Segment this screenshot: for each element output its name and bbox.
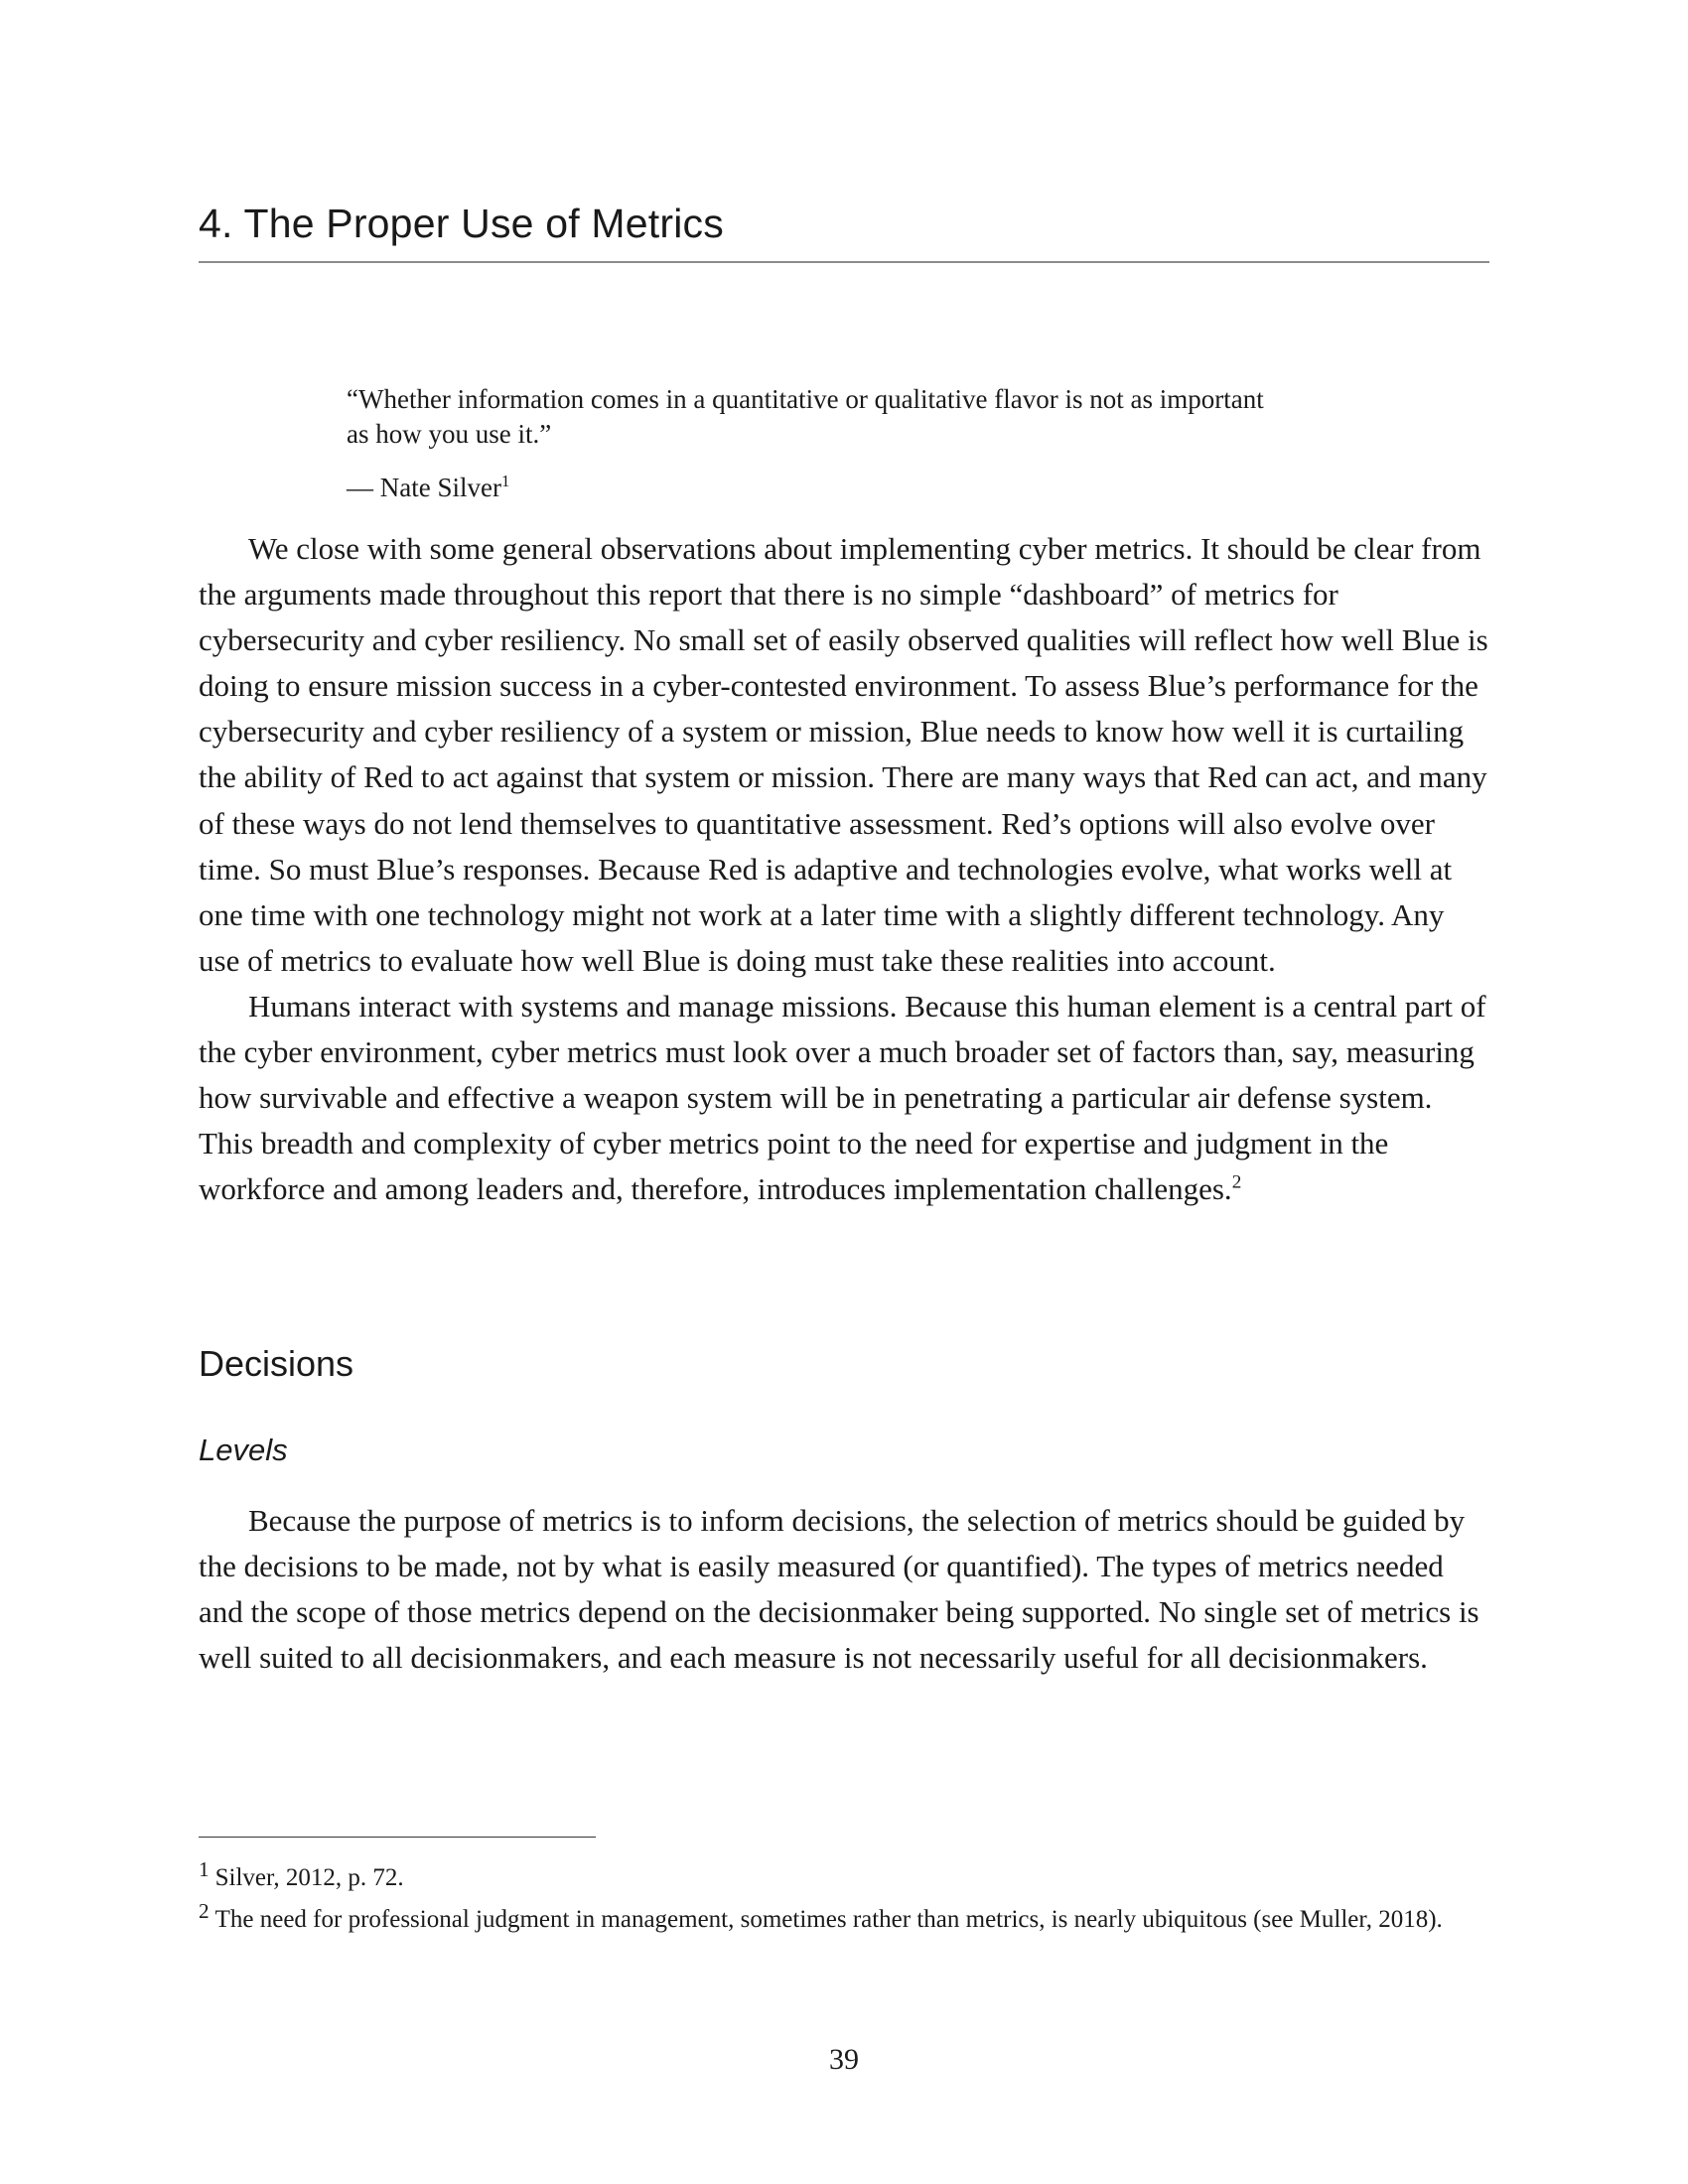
intro-paragraph-1: We close with some general observations about implementing cyber metrics. It should be clear from the arguments made throughout this report that there is no simple “dashboard” of metrics for cybersecurity and cyber resiliency. No small set of easily observed qualities will reflect how well Blue is doing to ensure mission success in a cyber-contested environment. To assess Blue’s performance for the cybersecurity and cyber resiliency of a system or mission, Blue needs to know how well it is curtailing the ability of Red to act against that system or mission. There are many ways that Red can act, and many of these ways do not lend themselves to quantitative assessment. Red’s options will also evolve over time. So must Blue’s responses. Because Red is adaptive and technologies evolve, what works well at one time with one technology might not work at a later time with a slightly different technology. Any use of metrics to evaluate how well Blue is doing must take these realities into account. [199,531,1488,978]
epigraph-author: — Nate Silver [347,473,501,502]
footnote-text: The need for professional judgment in management, sometimes rather than metrics, is nearly ubiquitous (see Muller, 2018). [214,1906,1443,1933]
footnote-divider [199,1837,596,1838]
footnote-2 [199,1898,1489,1936]
footnote-ref-2: 2 [1231,1171,1242,1193]
chapter-title: 4. The Proper Use of Metrics [199,201,724,246]
footnote-text: Silver, 2012, p. 72. [214,1864,404,1891]
epigraph-quote: “Whether information comes in a quantitative or qualitative flavor is not as important as how you use it.” [347,384,1264,449]
epigraph-attribution [347,471,509,505]
subsection-heading-levels: Levels [199,1433,288,1467]
title-divider [199,261,1489,263]
page-number: 39 [829,2043,859,2076]
footnote-1 [199,1856,1489,1894]
intro-body [199,526,1489,1212]
levels-paragraph: Because the purpose of metrics is to inform decisions, the selection of metrics should be guided by the decisions to be made, not by what is easily measured (or quantified). The types of metrics needed and the scope of those metrics depend on the decisionmaker being supported. No single set of metrics is well suited to all decisionmakers, and each measure is not necessarily useful for all decisionmakers. [199,1503,1479,1676]
footnotes [199,1856,1489,1946]
footnote-number: 2 [199,1898,210,1923]
footnote-ref-1: 1 [500,472,510,490]
section-heading-decisions: Decisions [199,1343,354,1384]
footnote-number: 1 [199,1856,210,1881]
intro-paragraph-2 [199,984,1489,1212]
levels-body [199,1498,1489,1681]
intro-paragraph-2-text: Humans interact with systems and manage missions. Because this human element is a central part of the cyber environment, cyber metrics must look over a much broader set of factors than, say, measuring how survivable and effective a weapon system will be in penetrating a particular air defense system. This breadth and complexity of cyber metrics point to the need for expertise and judgment in the workforce and among leaders and, therefore, introduces implementation challenges. [199,988,1486,1207]
